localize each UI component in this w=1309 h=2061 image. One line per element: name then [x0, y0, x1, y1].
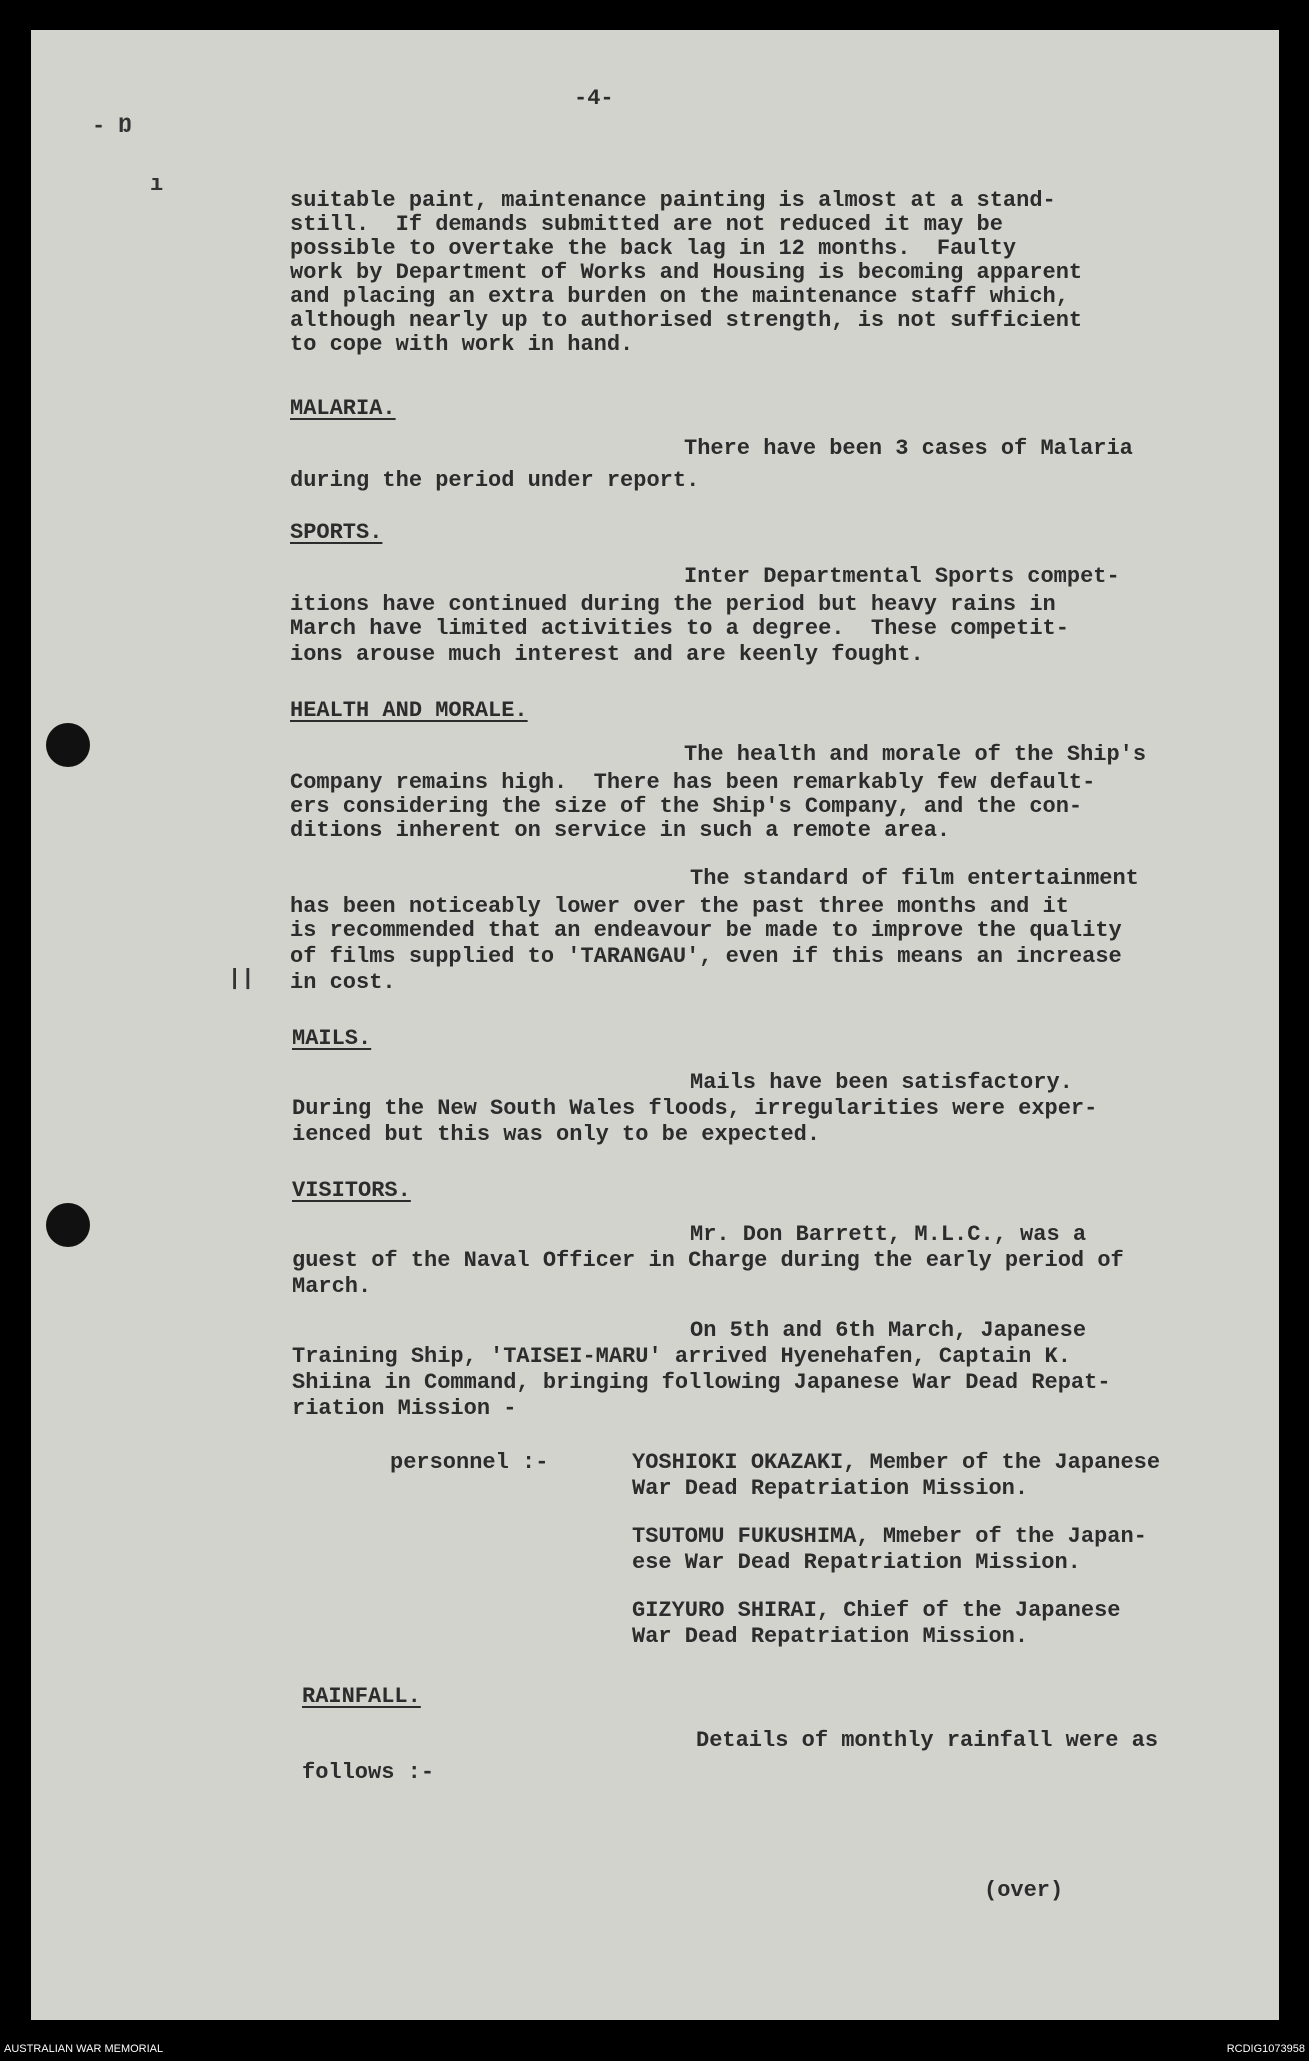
- text-line: Inter Departmental Sports compet-: [684, 564, 1120, 589]
- text-line: in cost.: [290, 970, 396, 995]
- text-line: follows :-: [302, 1760, 435, 1785]
- personnel-entry: YOSHIOKI OKAZAKI, Member of the Japanese: [632, 1450, 1161, 1475]
- text-line: Mails have been satisfactory.: [690, 1070, 1073, 1095]
- text-line: Company remains high. There has been remarkably few default-: [290, 770, 1096, 795]
- over-note: (over): [984, 1878, 1064, 1903]
- section-heading-rainfall: RAINFALL.: [302, 1684, 421, 1709]
- personnel-label: personnel :-: [390, 1450, 549, 1475]
- punch-hole-top: [46, 723, 90, 767]
- text-line: itions have continued during the period but heavy rains in: [290, 592, 1056, 617]
- margin-mark: ı: [150, 172, 164, 197]
- text-line: During the New South Wales floods, irregularities were exper-: [292, 1096, 1098, 1121]
- section-heading-sports: SPORTS.: [290, 520, 383, 545]
- section-heading-health: HEALTH AND MORALE.: [290, 698, 528, 723]
- text-line: is recommended that an endeavour be made to improve the quality: [290, 918, 1122, 943]
- text-line: ions arouse much interest and are keenly fought.: [290, 642, 924, 667]
- text-line: work by Department of Works and Housing is becoming apparent: [290, 260, 1083, 285]
- footer-id: RCDIG1073958: [1226, 2043, 1305, 2055]
- text-line: Training Ship, 'TAISEI-MARU' arrived Hyenehafen, Captain K.: [292, 1344, 1071, 1369]
- margin-mark: - Ŋ: [92, 114, 132, 139]
- personnel-entry: War Dead Repatriation Mission.: [632, 1624, 1029, 1649]
- punch-hole-bottom: [46, 1203, 90, 1247]
- section-heading-visitors: VISITORS.: [292, 1178, 411, 1203]
- text-line: On 5th and 6th March, Japanese: [690, 1318, 1087, 1343]
- text-line: March have limited activities to a degree. These competit-: [290, 616, 1069, 641]
- text-line: of films supplied to 'TARANGAU', even if this means an increase: [290, 944, 1122, 969]
- text-line: and placing an extra burden on the maintenance staff which,: [290, 284, 1069, 309]
- personnel-entry: GIZYURO SHIRAI, Chief of the Japanese: [632, 1598, 1121, 1623]
- personnel-entry: ese War Dead Repatriation Mission.: [632, 1550, 1081, 1575]
- text-line: guest of the Naval Officer in Charge during the early period of: [292, 1248, 1124, 1273]
- page-number: -4-: [574, 86, 614, 111]
- text-line: although nearly up to authorised strength, is not sufficient: [290, 308, 1083, 333]
- text-line: possible to overtake the back lag in 12 months. Faulty: [290, 236, 1017, 261]
- text-line: ers considering the size of the Ship's Company, and the con-: [290, 794, 1083, 819]
- personnel-entry: War Dead Repatriation Mission.: [632, 1476, 1029, 1501]
- text-line: Shiina in Command, bringing following Japanese War Dead Repat-: [292, 1370, 1111, 1395]
- text-line: riation Mission -: [292, 1396, 517, 1421]
- text-line: There have been 3 cases of Malaria: [684, 436, 1133, 461]
- text-line: The standard of film entertainment: [690, 866, 1139, 891]
- text-line: March.: [292, 1274, 372, 1299]
- personnel-entry: TSUTOMU FUKUSHIMA, Mmeber of the Japan-: [632, 1524, 1147, 1549]
- text-line: suitable paint, maintenance painting is almost at a stand-: [290, 188, 1056, 213]
- text-line: to cope with work in hand.: [290, 332, 634, 357]
- section-heading-malaria: MALARIA.: [290, 396, 396, 421]
- text-line: ienced but this was only to be expected.: [292, 1122, 821, 1147]
- text-line: has been noticeably lower over the past three months and it: [290, 894, 1069, 919]
- text-line: Details of monthly rainfall were as: [696, 1728, 1159, 1753]
- text-line: still. If demands submitted are not reduced it may be: [290, 212, 1003, 237]
- margin-mark: ||: [228, 966, 255, 991]
- footer-archive: AUSTRALIAN WAR MEMORIAL: [4, 2043, 164, 2055]
- text-line: The health and morale of the Ship's: [684, 742, 1147, 767]
- section-heading-mails: MAILS.: [292, 1026, 372, 1051]
- text-line: during the period under report.: [290, 468, 700, 493]
- text-line: ditions inherent on service in such a remote area.: [290, 818, 951, 843]
- text-line: Mr. Don Barrett, M.L.C., was a: [690, 1222, 1087, 1247]
